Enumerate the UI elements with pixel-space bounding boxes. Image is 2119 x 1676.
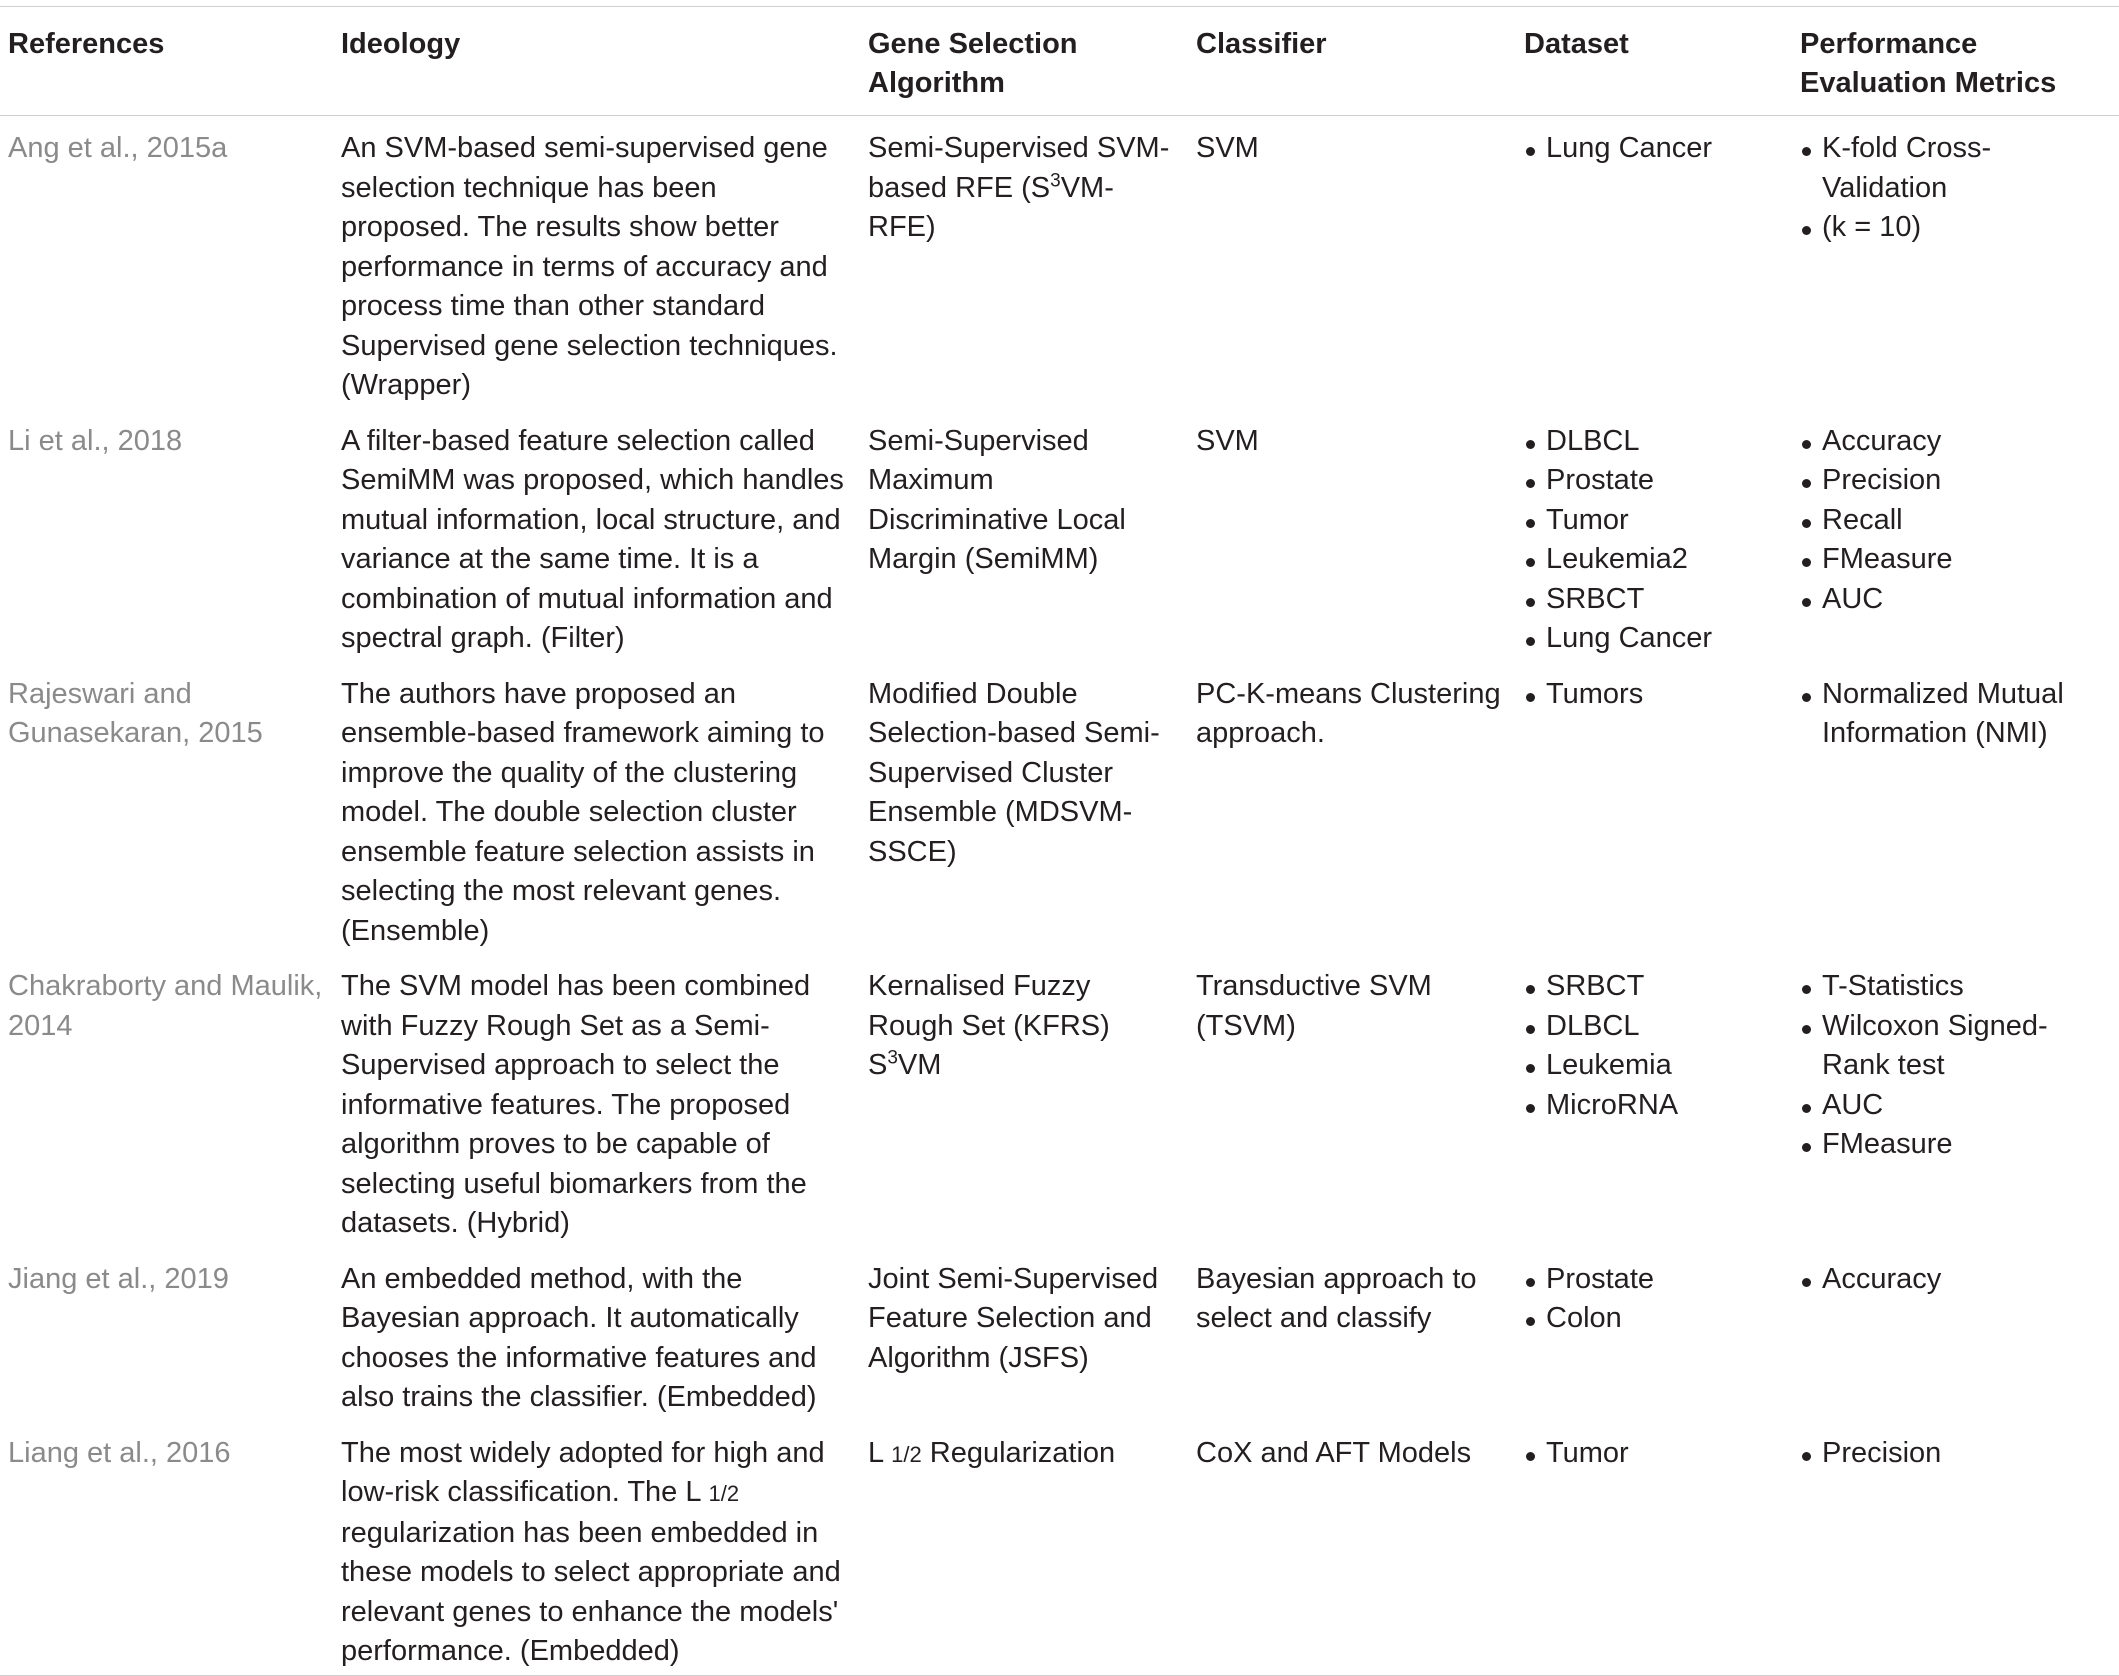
metrics-cell (1792, 1247, 2119, 1421)
dataset-item: DLBCL (1524, 1007, 1784, 1047)
fraction: 1/2 (708, 1481, 740, 1506)
ideology-text: The most widely adopted for high and low-risk classification. The L (341, 1436, 825, 1508)
dataset-item: Prostate (1524, 461, 1784, 501)
metric-item: FMeasure (1800, 540, 2111, 580)
dataset-item: MicroRNA (1524, 1086, 1784, 1126)
table-row (0, 116, 2119, 409)
metric-item: Wilcoxon Signed-Rank test (1800, 1007, 2111, 1086)
table-row (0, 1421, 2119, 1676)
superscript: 3 (1050, 169, 1061, 191)
dataset-item: Tumors (1524, 675, 1784, 715)
metric-item: Precision (1800, 1434, 2111, 1474)
table-row (0, 409, 2119, 662)
reference-cell: Rajeswari and Gunasekaran, 2015 (8, 677, 263, 749)
table-body (0, 116, 2119, 1676)
dataset-item: Prostate (1524, 1260, 1784, 1300)
metric-item: Precision (1800, 461, 2111, 501)
dataset-list (1524, 1260, 1784, 1339)
dataset-cell (1516, 954, 1792, 1247)
dataset-item: Leukemia2 (1524, 540, 1784, 580)
reference-cell: Ang et al., 2015a (8, 132, 228, 164)
algorithm-text: L (868, 1436, 892, 1469)
metric-item: Accuracy (1800, 422, 2111, 462)
algorithm-cell (860, 116, 1188, 409)
metric-item: Normalized Mutual Information (NMI) (1800, 675, 2111, 754)
ideology-cell: An SVM-based semi-supervised gene selection technique has been proposed. The results show better performance in terms of accuracy and process time than other standard Supervised gene selection techniques. (Wrapper) (341, 132, 838, 401)
header-ideology: Ideology (341, 28, 461, 60)
classifier-cell: SVM (1196, 132, 1259, 164)
table-row (0, 1247, 2119, 1421)
dataset-item: Lung Cancer (1524, 619, 1784, 659)
header-gene-selection-algorithm: Gene Selection Algorithm (868, 28, 1078, 99)
reference-cell: Li et al., 2018 (8, 424, 183, 457)
classifier-cell: CoX and AFT Models (1196, 1436, 1472, 1469)
algorithm-text-suffix: Regularization (921, 1436, 1116, 1469)
table-row (0, 954, 2119, 1247)
header-dataset: Dataset (1524, 28, 1629, 60)
metrics-cell (1792, 116, 2119, 409)
header-performance-metrics: Performance Evaluation Metrics (1800, 28, 2057, 99)
ideology-cell (333, 1421, 860, 1676)
algorithm-cell (860, 1421, 1188, 1676)
algorithm-text-suffix: VM (897, 1049, 942, 1081)
ideology-cell: An embedded method, with the Bayesian approach. It automatically chooses the informative features and also trains the classifier. (Embedded) (341, 1262, 817, 1413)
reference-cell: Chakraborty and Maulik, 2014 (8, 970, 323, 1042)
dataset-cell (1516, 116, 1792, 409)
table-header (0, 7, 2119, 116)
dataset-item: Leukemia (1524, 1046, 1784, 1086)
superscript: 3 (887, 1047, 898, 1069)
table-row (0, 662, 2119, 955)
dataset-item: Colon (1524, 1299, 1784, 1339)
algorithm-text: Kernalised Fuzzy Rough Set (KFRS) S (868, 970, 1110, 1081)
dataset-cell (1516, 409, 1792, 662)
ideology-cell: The authors have proposed an ensemble-based framework aiming to improve the quality of the clustering model. The double selection cluster ensemble feature selection assists in selecting the most relevant genes. (Ensemble) (341, 677, 825, 947)
ideology-cell: The SVM model has been combined with Fuzzy Rough Set as a Semi-Supervised approach to select the informative features. The proposed algorithm proves to be capable of selecting useful biomarkers from the datasets. (Hybrid) (341, 970, 811, 1239)
dataset-item: Lung Cancer (1524, 129, 1784, 169)
metrics-cell (1792, 954, 2119, 1247)
metrics-cell (1792, 409, 2119, 662)
classifier-cell: SVM (1196, 424, 1259, 457)
metric-item: Recall (1800, 501, 2111, 541)
comparison-table (0, 6, 2119, 1676)
metric-item: AUC (1800, 580, 2111, 620)
classifier-cell: Transductive SVM (TSVM) (1196, 970, 1432, 1042)
metrics-cell (1792, 1421, 2119, 1676)
dataset-item: Tumor (1524, 1434, 1784, 1474)
header-row (0, 7, 2119, 116)
ideology-cell: A filter-based feature selection called SemiMM was proposed, which handles mutual information, local structure, and variance at the same time. It is a combination of mutual information and spectral graph. (Filter) (341, 424, 844, 654)
dataset-list (1524, 675, 1784, 715)
metric-item: K-fold Cross-Validation (1800, 129, 2111, 208)
metrics-list (1800, 129, 2111, 248)
metrics-list (1800, 1260, 2111, 1300)
dataset-list (1524, 967, 1784, 1125)
reference-cell: Jiang et al., 2019 (8, 1262, 229, 1295)
reference-cell: Liang et al., 2016 (8, 1436, 231, 1469)
algorithm-text-suffix: VM-RFE) (868, 171, 1114, 243)
dataset-cell (1516, 1421, 1792, 1676)
metrics-list (1800, 1434, 2111, 1474)
dataset-item: Tumor (1524, 501, 1784, 541)
header-references: References (8, 28, 165, 60)
header-classifier: Classifier (1196, 28, 1327, 60)
dataset-item: SRBCT (1524, 967, 1784, 1007)
dataset-item: SRBCT (1524, 580, 1784, 620)
dataset-item: DLBCL (1524, 422, 1784, 462)
ideology-text-suffix: regularization has been embedded in these models to select appropriate and relevant genes to enhance the models' performance. (Embedded) (341, 1516, 841, 1667)
algorithm-cell: Semi-Supervised Maximum Discriminative Local Margin (SemiMM) (868, 424, 1126, 575)
metrics-list (1800, 967, 2111, 1165)
metric-item: AUC (1800, 1086, 2111, 1126)
metrics-list (1800, 422, 2111, 620)
metric-item: (k = 10) (1800, 208, 2111, 248)
dataset-cell (1516, 1247, 1792, 1421)
algorithm-cell: Modified Double Selection-based Semi-Supervised Cluster Ensemble (MDSVM-SSCE) (868, 677, 1160, 868)
dataset-list (1524, 129, 1784, 169)
algorithm-cell: Joint Semi-Supervised Feature Selection and Algorithm (JSFS) (868, 1262, 1159, 1374)
classifier-cell: Bayesian approach to select and classify (1196, 1262, 1477, 1334)
classifier-cell: PC-K-means Clustering approach. (1196, 677, 1501, 749)
dataset-list (1524, 1434, 1784, 1474)
dataset-list (1524, 422, 1784, 659)
dataset-cell (1516, 662, 1792, 955)
metric-item: FMeasure (1800, 1125, 2111, 1165)
metrics-list (1800, 675, 2111, 754)
metric-item: Accuracy (1800, 1260, 2111, 1300)
metric-item: T-Statistics (1800, 967, 2111, 1007)
algorithm-text: Semi-Supervised SVM-based RFE (S (868, 132, 1170, 204)
algorithm-cell (860, 954, 1188, 1247)
metrics-cell (1792, 662, 2119, 955)
fraction: 1/2 (891, 1441, 922, 1467)
